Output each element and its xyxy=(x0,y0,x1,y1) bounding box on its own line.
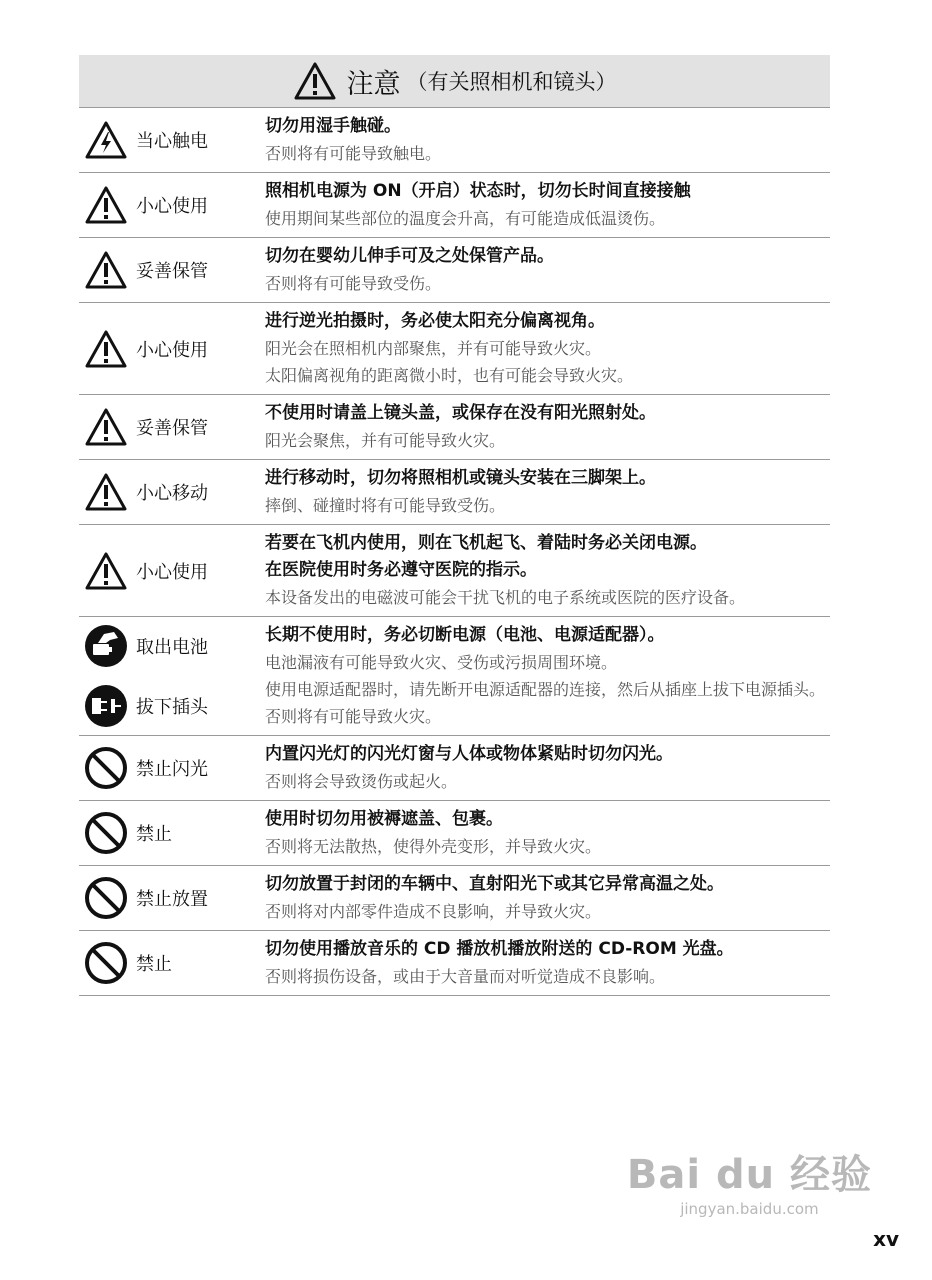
caution-label xyxy=(79,682,265,730)
caution-heading: 进行移动时，切勿将照相机或镜头安装在三脚架上。 xyxy=(265,468,656,488)
caution-body xyxy=(265,866,830,930)
caution-icon xyxy=(82,468,130,516)
caution-label-column xyxy=(79,617,265,735)
caution-heading: 切勿用湿手触碰。 xyxy=(265,116,401,136)
caution-row xyxy=(79,107,830,173)
caution-heading: 长期不使用时，务必切断电源（电池、电源适配器）。 xyxy=(265,625,665,645)
caution-label xyxy=(79,939,265,987)
caution-label-column xyxy=(79,303,265,394)
caution-label-column xyxy=(79,238,265,302)
caution-row xyxy=(79,801,830,866)
caution-label-text: 小心使用 xyxy=(136,196,208,217)
caution-description: 否则将有可能导致受伤。 xyxy=(265,274,442,293)
shock-icon xyxy=(82,116,130,164)
caution-label xyxy=(79,181,265,229)
caution-label-text: 取出电池 xyxy=(136,637,208,658)
caution-label-column xyxy=(79,866,265,930)
caution-description: 使用期间某些部位的温度会升高，有可能造成低温烫伤。 xyxy=(265,209,666,228)
caution-icon xyxy=(82,403,130,451)
caution-body xyxy=(265,617,830,735)
caution-table xyxy=(79,55,830,996)
caution-body xyxy=(265,238,830,302)
caution-label-column xyxy=(79,108,265,172)
caution-description: 本设备发出的电磁波可能会干扰飞机的电子系统或医院的医疗设备。 xyxy=(265,588,746,607)
caution-icon xyxy=(82,181,130,229)
caution-heading: 若要在飞机内使用，则在飞机起飞、着陆时务必关闭电源。 xyxy=(265,533,707,553)
page-subtitle: （有关照相机和镜头） xyxy=(406,70,617,94)
caution-row xyxy=(79,173,830,238)
caution-label-text: 拔下插头 xyxy=(136,697,208,718)
prohibited-icon xyxy=(82,874,130,922)
warning-triangle-icon xyxy=(293,61,337,101)
title-bar xyxy=(79,55,830,107)
caution-icon xyxy=(82,325,130,373)
caution-heading: 使用时切勿用被褥遮盖、包裹。 xyxy=(265,809,503,829)
caution-label-text: 禁止 xyxy=(136,824,172,845)
caution-description: 否则将对内部零件造成不良影响，并导致火灾。 xyxy=(265,902,602,921)
caution-description: 使用电源适配器时，请先断开电源适配器的连接，然后从插座上拔下电源插头。 xyxy=(265,680,826,699)
page-number: xv xyxy=(873,1227,899,1251)
caution-body xyxy=(265,801,830,865)
caution-icon xyxy=(82,547,130,595)
caution-label-column xyxy=(79,395,265,459)
caution-row xyxy=(79,238,830,303)
unplug-icon xyxy=(82,682,130,730)
caution-label xyxy=(79,246,265,294)
caution-heading: 在医院使用时务必遵守医院的指示。 xyxy=(265,560,537,580)
caution-description: 否则将有可能导致火灾。 xyxy=(265,707,442,726)
caution-label xyxy=(79,468,265,516)
caution-description: 否则将无法散热，使得外壳变形，并导致火灾。 xyxy=(265,837,602,856)
caution-label-text: 当心触电 xyxy=(136,131,208,152)
watermark xyxy=(627,1143,872,1218)
caution-label xyxy=(79,809,265,857)
caution-row xyxy=(79,395,830,460)
caution-body xyxy=(265,525,830,616)
page-title: 注意 xyxy=(346,68,401,100)
caution-row xyxy=(79,460,830,525)
caution-label-text: 禁止闪光 xyxy=(136,759,208,780)
caution-heading: 照相机电源为 ON（开启）状态时，切勿长时间直接接触 xyxy=(265,181,691,201)
caution-description: 阳光会聚焦，并有可能导致火灾。 xyxy=(265,431,506,450)
caution-body xyxy=(265,931,830,995)
caution-row xyxy=(79,617,830,736)
caution-description: 否则将会导致烫伤或起火。 xyxy=(265,772,458,791)
caution-description: 否则将损伤设备，或由于大音量而对听觉造成不良影响。 xyxy=(265,967,666,986)
caution-body xyxy=(265,108,830,172)
caution-label-text: 小心使用 xyxy=(136,339,208,361)
caution-label-text: 小心移动 xyxy=(136,483,208,504)
caution-heading: 不使用时请盖上镜头盖，或保存在没有阳光照射处。 xyxy=(265,403,656,423)
caution-label xyxy=(79,744,265,792)
caution-row xyxy=(79,866,830,931)
caution-description: 太阳偏离视角的距离微小时，也有可能会导致火灾。 xyxy=(265,366,634,385)
caution-heading: 切勿放置于封闭的车辆中、直射阳光下或其它异常高温之处。 xyxy=(265,874,724,894)
caution-label-text: 妥善保管 xyxy=(136,261,208,282)
caution-rows xyxy=(79,107,830,996)
caution-label-column xyxy=(79,525,265,616)
caution-heading: 内置闪光灯的闪光灯窗与人体或物体紧贴时切勿闪光。 xyxy=(265,744,673,764)
watermark-brand: Bai du 经验 xyxy=(626,1152,872,1198)
caution-label xyxy=(79,547,265,595)
caution-row xyxy=(79,931,830,996)
caution-body xyxy=(265,736,830,800)
caution-heading: 进行逆光拍摄时，务必使太阳充分偏离视角。 xyxy=(265,311,605,331)
caution-label-column xyxy=(79,931,265,995)
caution-heading: 切勿在婴幼儿伸手可及之处保管产品。 xyxy=(265,246,554,266)
caution-description: 电池漏液有可能导致火灾、受伤或污损周围环境。 xyxy=(265,653,618,672)
caution-body xyxy=(265,173,830,237)
caution-label xyxy=(79,403,265,451)
caution-description: 阳光会在照相机内部聚焦，并有可能导致火灾。 xyxy=(265,339,602,358)
caution-description: 摔倒、碰撞时将有可能导致受伤。 xyxy=(265,496,506,515)
caution-label-text: 禁止 xyxy=(136,954,172,975)
caution-label-column xyxy=(79,173,265,237)
caution-label-column xyxy=(79,801,265,865)
caution-label-column xyxy=(79,460,265,524)
caution-label xyxy=(79,622,265,670)
caution-label xyxy=(79,874,265,922)
caution-row xyxy=(79,303,830,395)
caution-body xyxy=(265,460,830,524)
caution-row xyxy=(79,525,830,617)
caution-label xyxy=(79,325,265,373)
prohibited-icon xyxy=(82,744,130,792)
watermark-url: jingyan.baidu.com xyxy=(680,1200,819,1218)
prohibited-icon xyxy=(82,939,130,987)
caution-body xyxy=(265,395,830,459)
caution-label-text: 妥善保管 xyxy=(136,418,208,439)
caution-label-column xyxy=(79,736,265,800)
caution-description: 否则将有可能导致触电。 xyxy=(265,144,442,163)
caution-row xyxy=(79,736,830,801)
remove-battery-icon xyxy=(82,622,130,670)
prohibited-icon xyxy=(82,809,130,857)
caution-label-text: 小心使用 xyxy=(136,561,208,583)
caution-icon xyxy=(82,246,130,294)
caution-heading: 切勿使用播放音乐的 CD 播放机播放附送的 CD-ROM 光盘。 xyxy=(265,939,734,959)
caution-body xyxy=(265,303,830,394)
caution-label-text: 禁止放置 xyxy=(136,889,208,910)
caution-label xyxy=(79,116,265,164)
